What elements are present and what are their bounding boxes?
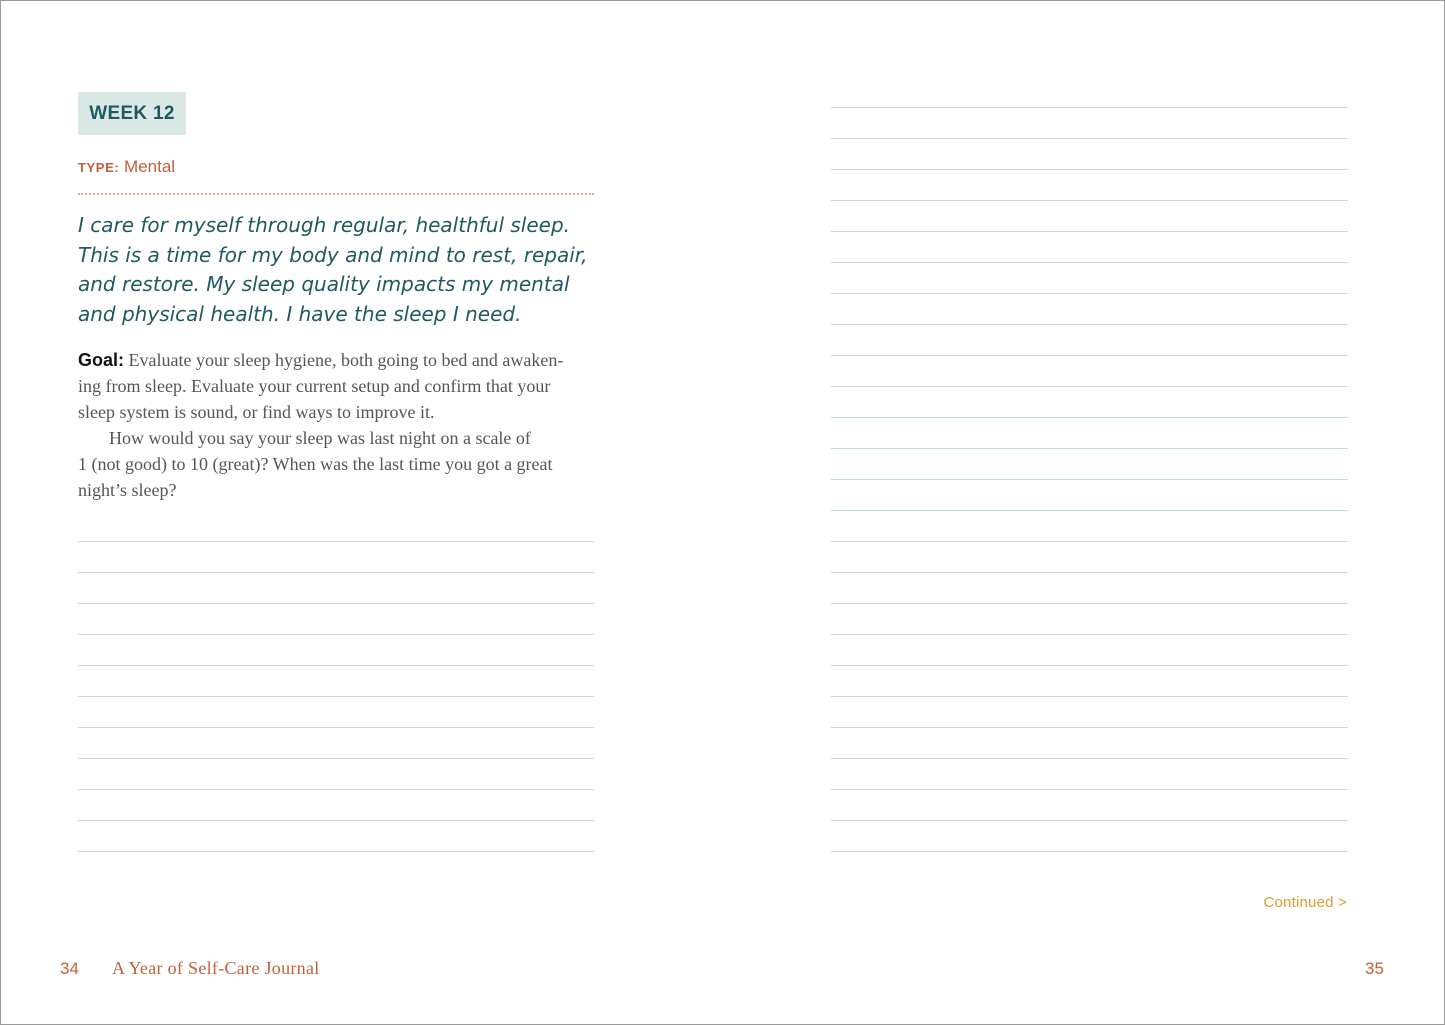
writing-line: [831, 510, 1348, 511]
writing-line: [831, 603, 1348, 604]
writing-line: [831, 696, 1348, 697]
writing-line: [831, 665, 1348, 666]
writing-line: [831, 355, 1348, 356]
type-line: [78, 157, 175, 177]
week-badge: [78, 92, 186, 135]
writing-line: [831, 386, 1348, 387]
writing-line: [831, 634, 1348, 635]
dotted-divider: [78, 193, 594, 195]
question-paragraph: [78, 425, 618, 503]
writing-line: [831, 789, 1348, 790]
goal-line: Evaluate your sleep hygiene, both going to bed and awaken-: [124, 350, 564, 370]
writing-line: [78, 634, 594, 635]
goal-line: sleep system is sound, or find ways to improve it.: [78, 402, 435, 422]
writing-line: [831, 851, 1348, 852]
writing-line: [78, 820, 594, 821]
writing-line: [78, 572, 594, 573]
continued-label: Continued >: [1263, 894, 1347, 911]
writing-line: [78, 727, 594, 728]
writing-line: [831, 541, 1348, 542]
question-line: How would you say your sleep was last night on a scale of: [109, 428, 531, 448]
page-number-left: 34: [60, 959, 79, 978]
writing-line: [831, 758, 1348, 759]
writing-line: [831, 138, 1348, 139]
type-value: Mental: [124, 157, 176, 176]
writing-line: [831, 107, 1348, 108]
running-title: A Year of Self-Care Journal: [112, 958, 320, 978]
writing-line: [78, 541, 594, 542]
writing-line: [831, 169, 1348, 170]
affirmation-line: and physical health. I have the sleep I need.: [78, 301, 522, 326]
writing-line: [831, 572, 1348, 573]
affirmation: [78, 211, 618, 329]
week-label: WEEK 12: [89, 102, 175, 124]
writing-line: [78, 851, 594, 852]
goal-paragraph: [78, 347, 618, 425]
affirmation-line: This is a time for my body and mind to rest, repair,: [78, 242, 588, 267]
writing-line: [78, 758, 594, 759]
writing-line: [78, 665, 594, 666]
writing-line: [831, 479, 1348, 480]
affirmation-line: I care for myself through regular, healthful sleep.: [78, 213, 571, 237]
writing-line: [831, 417, 1348, 418]
writing-line: [831, 820, 1348, 821]
writing-line: [831, 231, 1348, 232]
type-label: TYPE:: [78, 160, 120, 175]
writing-line: [831, 293, 1348, 294]
writing-line: [831, 324, 1348, 325]
writing-line: [78, 696, 594, 697]
writing-line: [78, 789, 594, 790]
writing-line: [831, 727, 1348, 728]
page-number-right: 35: [1365, 959, 1384, 978]
affirmation-line: and restore. My sleep quality impacts my mental: [78, 272, 570, 296]
question-line: 1 (not good) to 10 (great)? When was the last time you got a great: [78, 454, 553, 474]
writing-line: [831, 200, 1348, 201]
writing-line: [78, 603, 594, 604]
goal-label: Goal:: [78, 350, 125, 370]
question-line: night’s sleep?: [78, 480, 177, 500]
writing-line: [831, 448, 1348, 449]
writing-line: [831, 262, 1348, 263]
goal-line: ing from sleep. Evaluate your current setup and confirm that your: [78, 376, 551, 396]
